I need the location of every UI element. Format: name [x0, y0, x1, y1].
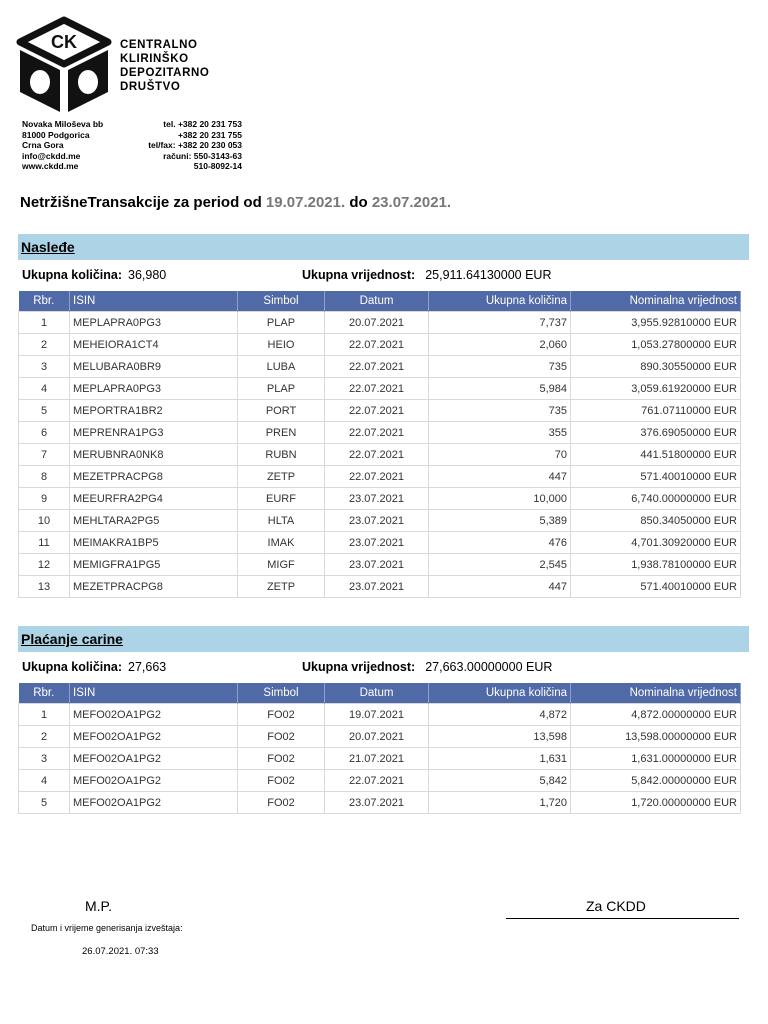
- section1-qty-summary: Ukupna količina: 36,980: [22, 268, 167, 282]
- table-cell: 447: [429, 466, 571, 488]
- column-header: Rbr.: [19, 291, 70, 312]
- table-cell: 5,842: [429, 770, 571, 792]
- table-cell: 1,631: [429, 748, 571, 770]
- ckdd-logo: [16, 16, 112, 116]
- table-cell: 22.07.2021: [325, 444, 429, 466]
- table-cell: 1,720: [429, 792, 571, 814]
- table-row: [19, 704, 741, 726]
- table-cell: 3,059.61920000 EUR: [571, 378, 741, 400]
- section-header-placanje-carine: Plaćanje carine: [18, 626, 749, 652]
- table-cell: 5,984: [429, 378, 571, 400]
- org-contacts: tel. +382 20 231 753 +382 20 231 755 tel/fax: +382 20 230 053 računi: 550-3143-63 510-8092-14: [148, 119, 242, 171]
- table-cell: 1,053.27800000 EUR: [571, 334, 741, 356]
- table-cell: MEFO02OA1PG2: [70, 748, 238, 770]
- section2-value-summary: Ukupna vrijednost: 27,663.00000000 EUR: [302, 660, 553, 674]
- column-header: Rbr.: [19, 683, 70, 704]
- table-cell: 22.07.2021: [325, 466, 429, 488]
- table-cell: 23.07.2021: [325, 792, 429, 814]
- table-cell: HLTA: [238, 510, 325, 532]
- table-cell: 761.07110000 EUR: [571, 400, 741, 422]
- signature-line: [506, 918, 739, 919]
- table-cell: 20.07.2021: [325, 726, 429, 748]
- table-cell: MEPORTRA1BR2: [70, 400, 238, 422]
- table-cell: 735: [429, 400, 571, 422]
- table-cell: 8: [19, 466, 70, 488]
- table-cell: 4: [19, 770, 70, 792]
- table-cell: 571.40010000 EUR: [571, 576, 741, 598]
- table-cell: 2,545: [429, 554, 571, 576]
- org-address: Novaka Miloševa bb 81000 Podgorica Crna Gora info@ckdd.me www.ckdd.me: [22, 119, 104, 171]
- table-row: [19, 554, 741, 576]
- column-header: Simbol: [238, 683, 325, 704]
- table-cell: 1,720.00000000 EUR: [571, 792, 741, 814]
- table-cell: MEZETPRACPG8: [70, 466, 238, 488]
- table-cell: MEIMAKRA1BP5: [70, 532, 238, 554]
- table-cell: 11: [19, 532, 70, 554]
- table-cell: MEFO02OA1PG2: [70, 792, 238, 814]
- table-cell: PORT: [238, 400, 325, 422]
- table-row: [19, 576, 741, 598]
- column-header: Datum: [325, 683, 429, 704]
- table-cell: 4,872.00000000 EUR: [571, 704, 741, 726]
- table-cell: 6: [19, 422, 70, 444]
- table-row: [19, 400, 741, 422]
- table-cell: 12: [19, 554, 70, 576]
- section-header-nasledje: Nasleđe: [18, 234, 749, 260]
- table-cell: MEMIGFRA1PG5: [70, 554, 238, 576]
- table-row: [19, 312, 741, 334]
- column-header: ISIN: [70, 683, 238, 704]
- table-cell: MEPLAPRA0PG3: [70, 312, 238, 334]
- table-cell: 22.07.2021: [325, 334, 429, 356]
- table-row: [19, 466, 741, 488]
- table-cell: 10: [19, 510, 70, 532]
- table-cell: 70: [429, 444, 571, 466]
- stamp-label: M.P.: [85, 898, 112, 914]
- table-cell: 735: [429, 356, 571, 378]
- table-cell: EURF: [238, 488, 325, 510]
- table-row: [19, 488, 741, 510]
- table-cell: 890.30550000 EUR: [571, 356, 741, 378]
- table-cell: 13,598.00000000 EUR: [571, 726, 741, 748]
- table-cell: 7: [19, 444, 70, 466]
- table-cell: 571.40010000 EUR: [571, 466, 741, 488]
- table-cell: 2: [19, 334, 70, 356]
- column-header: Nominalna vrijednost: [571, 683, 741, 704]
- column-header: Ukupna količina: [429, 291, 571, 312]
- table-cell: 19.07.2021: [325, 704, 429, 726]
- table-cell: 5,389: [429, 510, 571, 532]
- column-header: Datum: [325, 291, 429, 312]
- table-cell: 850.34050000 EUR: [571, 510, 741, 532]
- table-row: [19, 510, 741, 532]
- table-cell: 22.07.2021: [325, 400, 429, 422]
- column-header: Simbol: [238, 291, 325, 312]
- report-title: NetržišneTransakcije za period od 19.07.2021. do 23.07.2021.: [20, 194, 452, 211]
- table-row: [19, 726, 741, 748]
- table-cell: 7,737: [429, 312, 571, 334]
- table-cell: 4,701.30920000 EUR: [571, 532, 741, 554]
- table-row: [19, 748, 741, 770]
- table-row: [19, 532, 741, 554]
- table-placanje-carine: [18, 683, 741, 814]
- table-cell: MIGF: [238, 554, 325, 576]
- table-cell: MEFO02OA1PG2: [70, 704, 238, 726]
- table-cell: 23.07.2021: [325, 576, 429, 598]
- section2-qty-summary: Ukupna količina: 27,663: [22, 660, 167, 674]
- table-cell: LUBA: [238, 356, 325, 378]
- table-cell: FO02: [238, 726, 325, 748]
- table-cell: PREN: [238, 422, 325, 444]
- table-row: [19, 444, 741, 466]
- table-cell: 3,955.92810000 EUR: [571, 312, 741, 334]
- table-cell: MEHEIORA1CT4: [70, 334, 238, 356]
- table-header-row: [19, 683, 741, 704]
- table-cell: 5: [19, 792, 70, 814]
- table-cell: 22.07.2021: [325, 422, 429, 444]
- table-cell: 4,872: [429, 704, 571, 726]
- generated-date: 26.07.2021. 07:33: [82, 946, 159, 957]
- table-row: [19, 770, 741, 792]
- logo-letters: CK: [51, 32, 77, 52]
- table-cell: MEPRENRA1PG3: [70, 422, 238, 444]
- table-cell: MEEURFRA2PG4: [70, 488, 238, 510]
- table-cell: 10,000: [429, 488, 571, 510]
- table-row: [19, 356, 741, 378]
- table-cell: 2: [19, 726, 70, 748]
- table-row: [19, 334, 741, 356]
- table-cell: 476: [429, 532, 571, 554]
- table-cell: 5,842.00000000 EUR: [571, 770, 741, 792]
- table-cell: 23.07.2021: [325, 510, 429, 532]
- table-cell: 3: [19, 356, 70, 378]
- table-cell: IMAK: [238, 532, 325, 554]
- org-name: CENTRALNO KLIRINŠKO DEPOZITARNO DRUŠTVO: [120, 39, 210, 93]
- table-cell: 23.07.2021: [325, 554, 429, 576]
- table-header-row: [19, 291, 741, 312]
- table-cell: 22.07.2021: [325, 770, 429, 792]
- table-cell: MEPLAPRA0PG3: [70, 378, 238, 400]
- column-header: Ukupna količina: [429, 683, 571, 704]
- table-cell: HEIO: [238, 334, 325, 356]
- table-cell: PLAP: [238, 312, 325, 334]
- table-cell: 22.07.2021: [325, 356, 429, 378]
- generated-label: Datum i vrijeme generisanja izveštaja:: [31, 923, 183, 933]
- table-cell: MEHLTARA2PG5: [70, 510, 238, 532]
- table-cell: FO02: [238, 704, 325, 726]
- signature-label: Za CKDD: [586, 898, 646, 914]
- table-cell: 5: [19, 400, 70, 422]
- table-cell: 1: [19, 312, 70, 334]
- table-cell: 1,631.00000000 EUR: [571, 748, 741, 770]
- table-cell: RUBN: [238, 444, 325, 466]
- column-header: Nominalna vrijednost: [571, 291, 741, 312]
- table-cell: ZETP: [238, 466, 325, 488]
- table-cell: MEZETPRACPG8: [70, 576, 238, 598]
- table-cell: PLAP: [238, 378, 325, 400]
- table-cell: 1,938.78100000 EUR: [571, 554, 741, 576]
- column-header: ISIN: [70, 291, 238, 312]
- table-cell: 23.07.2021: [325, 488, 429, 510]
- table-cell: 13,598: [429, 726, 571, 748]
- table-cell: 9: [19, 488, 70, 510]
- table-row: [19, 378, 741, 400]
- date-from: 19.07.2021.: [265, 194, 346, 211]
- table-cell: MEFO02OA1PG2: [70, 770, 238, 792]
- table-cell: 441.51800000 EUR: [571, 444, 741, 466]
- table-cell: MERUBNRA0NK8: [70, 444, 238, 466]
- table-cell: 23.07.2021: [325, 532, 429, 554]
- table-cell: 20.07.2021: [325, 312, 429, 334]
- table-cell: 4: [19, 378, 70, 400]
- table-row: [19, 422, 741, 444]
- table-cell: 3: [19, 748, 70, 770]
- table-cell: 355: [429, 422, 571, 444]
- table-row: [19, 792, 741, 814]
- section1-value-summary: Ukupna vrijednost: 25,911.64130000 EUR: [302, 268, 552, 282]
- table-cell: ZETP: [238, 576, 325, 598]
- table-cell: MEFO02OA1PG2: [70, 726, 238, 748]
- table-cell: 22.07.2021: [325, 378, 429, 400]
- table-cell: 447: [429, 576, 571, 598]
- table-cell: FO02: [238, 748, 325, 770]
- table-cell: 376.69050000 EUR: [571, 422, 741, 444]
- table-cell: 1: [19, 704, 70, 726]
- table-cell: FO02: [238, 792, 325, 814]
- table-cell: 21.07.2021: [325, 748, 429, 770]
- table-cell: 6,740.00000000 EUR: [571, 488, 741, 510]
- table-cell: 13: [19, 576, 70, 598]
- table-nasledje: [18, 291, 741, 598]
- date-to: 23.07.2021.: [371, 194, 452, 211]
- table-cell: FO02: [238, 770, 325, 792]
- table-cell: MELUBARA0BR9: [70, 356, 238, 378]
- table-cell: 2,060: [429, 334, 571, 356]
